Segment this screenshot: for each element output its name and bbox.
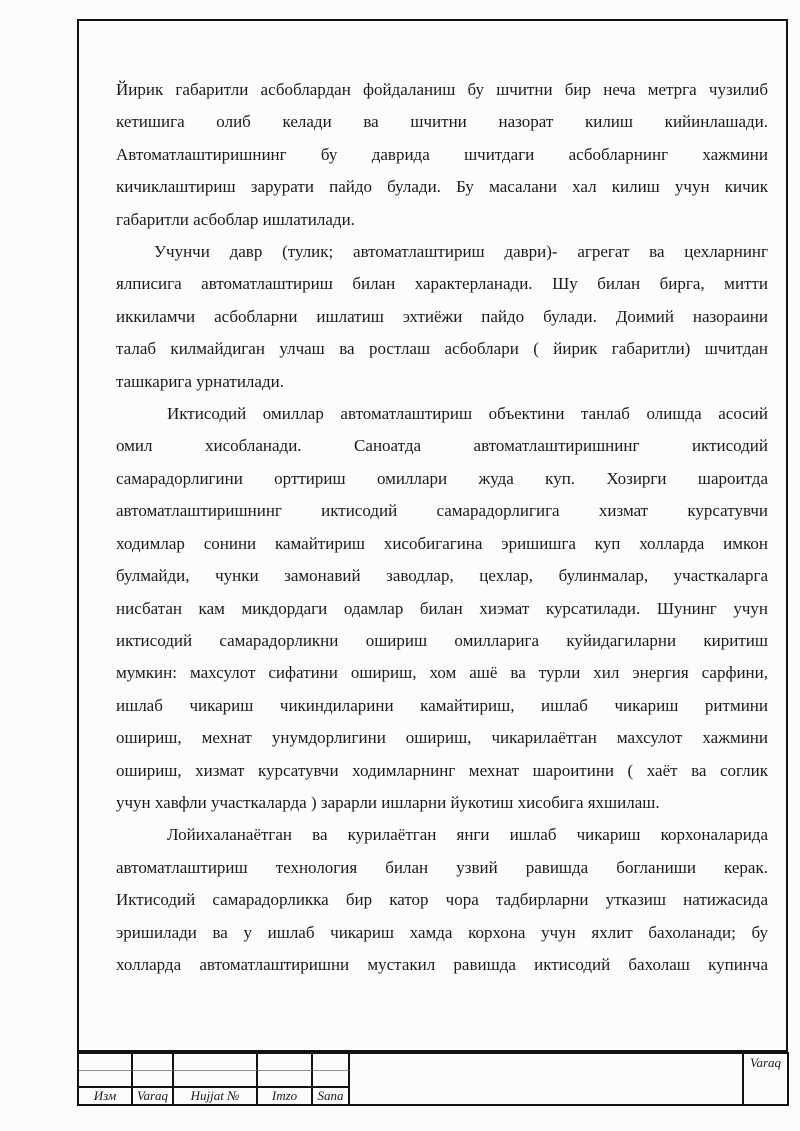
text-line: кичиклаштириш зарурати пайдо булади. Бу масалани хал килиш учун кичик — [116, 177, 768, 197]
footer-cell-empty — [258, 1054, 313, 1071]
text-line: ишлаб чикариш чикиндиларини камайтириш, ишлаб чикариш ритмини — [116, 695, 768, 715]
footer-label-izm: Изм — [79, 1088, 133, 1104]
text-line: Йирик габаритли асбоблардан фойдаланиш бу шчитни бир неча метрга чузилиб — [116, 80, 768, 99]
text-line: ошириш, хизмат курсатувчи ходимларнинг мехнат шароитини ( хаёт ва соглик — [116, 760, 768, 780]
text-line: Лойихаланаётган ва курилаётган янги ишлаб чикариш корхоналарида — [167, 825, 768, 845]
footer-signature-area — [350, 1054, 744, 1104]
text-line: ходимлар сонини камайтириш хисобигагина эришишга куп холларда имкон — [116, 533, 768, 553]
footer-label-sana: Sana — [313, 1088, 350, 1104]
text-line: автоматлаштириш технология билан узвий равишда богланиши керак. — [116, 857, 768, 877]
text-line: учун хавфли участкаларда ) зарарли ишларни йукотиш хисобига яхшилаш. — [116, 792, 660, 812]
text-line: иккиламчи асбобларни ишлатиш эхтиёжи пайдо булади. Доимий назораини — [116, 306, 768, 326]
text-line: иктисодий самарадорликни ошириш омилларига куйидагиларни киритиш — [116, 630, 768, 650]
text-line: Иктисодий омиллар автоматлаштириш объектини танлаб олишда асосий — [167, 404, 768, 424]
text-line: автоматлаштиришнинг иктисодий самарадорлигига хизмат курсатувчи — [116, 501, 768, 521]
footer-cell-empty — [174, 1054, 258, 1071]
text-line: холларда автоматлаштиришни мустакил равишда иктисодий бахолаш купинча — [116, 954, 768, 974]
footer-label-imzo: Imzo — [258, 1088, 313, 1104]
text-line: ошириш, мехнат унумдорлигини ошириш, чикарилаётган махсулот хажмини — [116, 728, 768, 748]
footer-varaq-cell — [744, 1054, 787, 1104]
footer-cell-empty — [79, 1071, 133, 1088]
text-line: булмайди, чунки замонавий заводлар, цехлар, булинмалар, участкаларга — [116, 566, 768, 586]
footer-cell-empty — [133, 1054, 174, 1071]
footer-label-varaq: Varaq — [133, 1088, 174, 1104]
text-line: самарадорлигини орттириш омиллари жуда куп. Хозирги шароитда — [116, 468, 768, 488]
text-line: Учунчи давр (тулик; автоматлаштириш даври)- агрегат ва цехларнинг — [154, 242, 768, 262]
footer-cell-empty — [79, 1054, 133, 1071]
text-line: Иктисодий самарадорликка бир катор чора тадбирларни утказиш натижасида — [116, 890, 768, 910]
text-line: нисбатан кам микдордаги одамлар билан хиэмат курсатилади. Шунинг учун — [116, 598, 768, 618]
footer-label-hujjat-no: Hujjat № — [174, 1088, 258, 1104]
text-line: мумкин: махсулот сифатини ошириш, хом ашё ва турли хил энергия сарфини, — [116, 663, 768, 683]
text-line: кетишига олиб келади ва шчитни назорат килиш кийинлашади. — [116, 112, 768, 132]
text-line: талаб килмайдиган улчаш ва ростлаш асбоблари ( йирик габаритли) шчитдан — [116, 339, 768, 359]
footer-varaq-label: Varaq — [749, 1055, 782, 1070]
footer-cell-empty — [174, 1071, 258, 1088]
footer-cell-empty — [258, 1071, 313, 1088]
footer-cell-empty — [313, 1054, 350, 1071]
text-line: омил хисобланади. Саноатда автоматлаштиришнинг иктисодий — [116, 436, 768, 456]
footer-revision-grid — [79, 1054, 350, 1104]
text-line: габаритли асбоблар ишлатилади. — [116, 209, 355, 229]
footer-title-block — [77, 1052, 789, 1106]
document-body — [116, 74, 768, 981]
text-line: ялписига автоматлаштириш билан характерланади. Шу билан бирга, митти — [116, 274, 768, 294]
text-line: эришилади ва у ишлаб чикариш хамда корхона учун яхлит бахоланади; бу — [116, 922, 768, 942]
text-line: Автоматлаштиришнинг бу даврида шчитдаги асбобларнинг хажмини — [116, 144, 768, 164]
text-line: ташкарига урнатилади. — [116, 371, 284, 391]
footer-cell-empty — [313, 1071, 350, 1088]
footer-cell-empty — [133, 1071, 174, 1088]
